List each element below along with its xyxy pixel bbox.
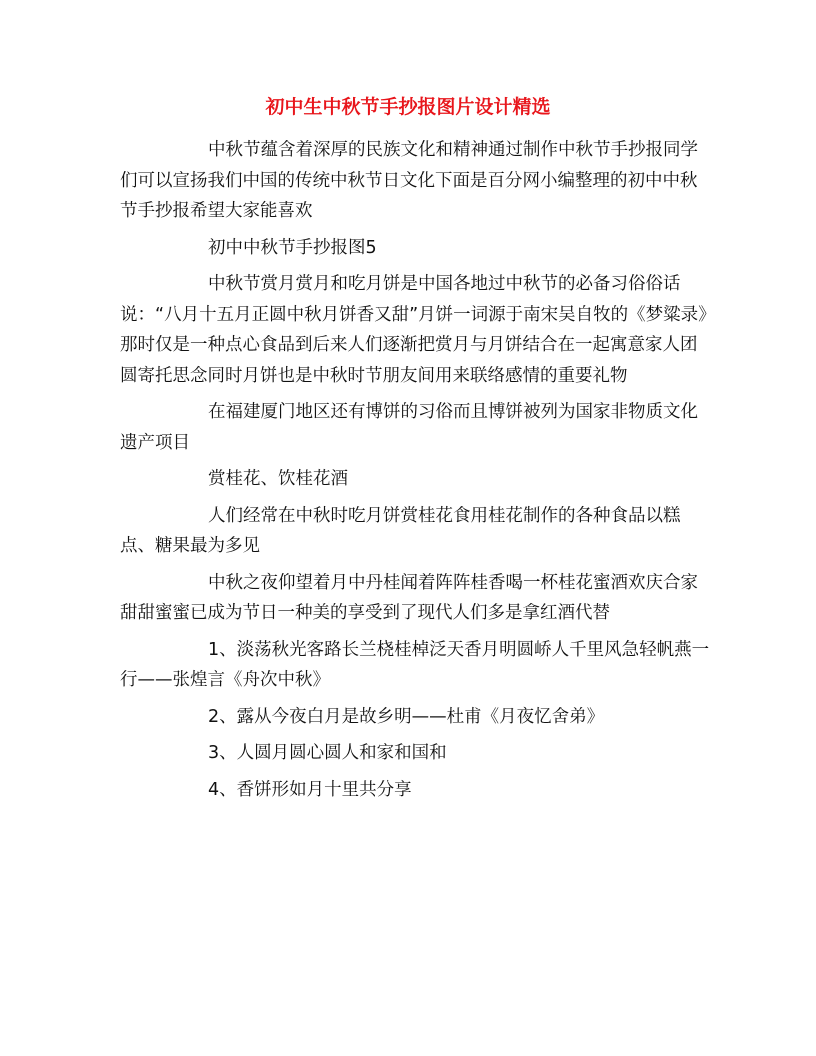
document-body [120, 135, 712, 811]
poem-line-3: 3、人圆月圆心圆人和家和国和 [208, 743, 447, 763]
osmanthus-wine-paragraph: 中秋之夜仰望着月中丹桂闻着阵阵桂香喝一杯桂花蜜酒欢庆合家甜甜蜜蜜已成为节日一种美的享受到了现代人们多是拿红酒代替 [120, 572, 698, 623]
mooncake-paragraph: 中秋节赏月赏月和吃月饼是中国各地过中秋节的必备习俗俗话说：“八月十五月正圆中秋月饼香又甜”月饼一词源于南宋吴自牧的《梦粱录》那时仅是一种点心食品到后来人们逐渐把赏月与月饼结合在一起寓意家人团圆寄托思念同时月饼也是中秋时节朋友间用来联络感情的重要礼物 [120, 274, 707, 386]
osmanthus-heading: 赏桂花、饮桂花酒 [208, 469, 348, 489]
image-caption: 初中中秋节手抄报图5 [208, 237, 377, 258]
xiamen-paragraph: 在福建厦门地区还有博饼的习俗而且博饼被列为国家非物质文化遗产项目 [120, 402, 698, 453]
osmanthus-food-paragraph: 人们经常在中秋时吃月饼赏桂花食用桂花制作的各种食品以糕点、糖果最为多见 [120, 505, 681, 556]
poem-line-2: 2、露从今夜白月是故乡明——杜甫《月夜忆舍弟》 [208, 706, 605, 727]
intro-paragraph: 中秋节蕴含着深厚的民族文化和精神通过制作中秋节手抄报同学们可以宣扬我们中国的传统中秋节日文化下面是百分网小编整理的初中中秋节手抄报希望大家能喜欢 [120, 140, 698, 221]
document-title: 初中生中秋节手抄报图片设计精选 [265, 96, 551, 118]
poem-line-4: 4、香饼形如月十里共分享 [208, 779, 412, 800]
poem-line-1: 1、淡荡秋光客路长兰桡桂棹泛天香月明圆峤人千里风急轻帆燕一行——张煌言《舟次中秋》 [120, 639, 710, 690]
